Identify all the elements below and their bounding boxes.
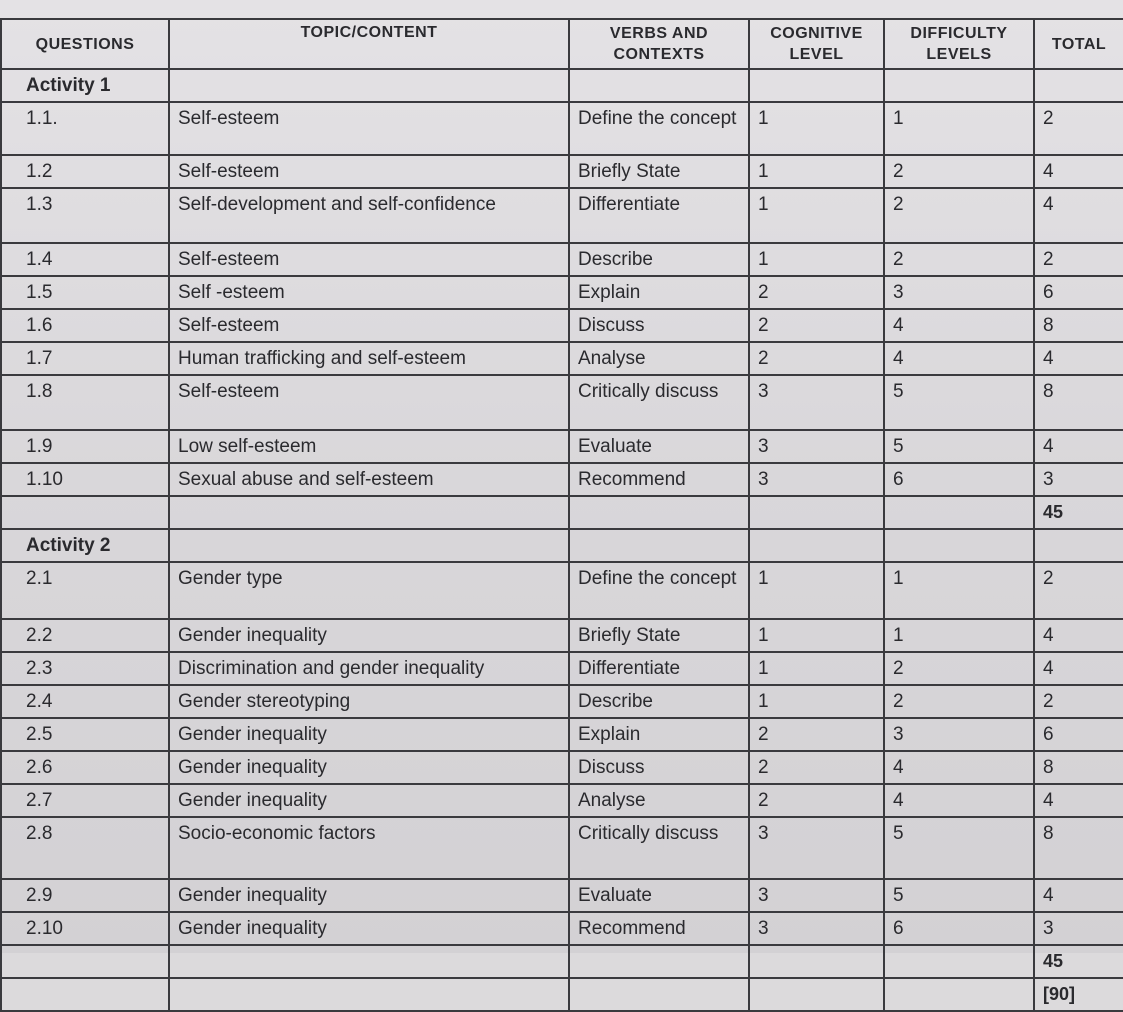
verb-cell: Critically discuss	[569, 817, 749, 879]
verb-cell: Describe	[569, 685, 749, 718]
total-cell: 4	[1034, 784, 1123, 817]
question-number: 2.8	[1, 817, 169, 879]
total-cell: 8	[1034, 817, 1123, 879]
total-cell: 3	[1034, 463, 1123, 496]
question-number: 1.6	[1, 309, 169, 342]
difficulty-level-cell: 4	[884, 751, 1034, 784]
total-cell: 2	[1034, 685, 1123, 718]
question-number: 1.5	[1, 276, 169, 309]
question-row	[1, 188, 1123, 243]
question-row	[1, 102, 1123, 155]
empty-cell	[1, 978, 169, 1011]
difficulty-level-cell: 2	[884, 652, 1034, 685]
topic-cell: Self-esteem	[169, 243, 569, 276]
question-row	[1, 751, 1123, 784]
question-row	[1, 912, 1123, 945]
difficulty-level-cell: 2	[884, 155, 1034, 188]
empty-cell	[169, 529, 569, 562]
topic-cell: Human trafficking and self-esteem	[169, 342, 569, 375]
question-row	[1, 685, 1123, 718]
cognitive-level-cell: 1	[749, 562, 884, 619]
verb-cell: Explain	[569, 276, 749, 309]
empty-cell	[169, 945, 569, 978]
question-number: 1.8	[1, 375, 169, 430]
total-cell: 4	[1034, 342, 1123, 375]
header-cognitive: COGNITIVE LEVEL	[749, 19, 884, 69]
grand-total-row	[1, 978, 1123, 1011]
difficulty-level-cell: 1	[884, 562, 1034, 619]
difficulty-level-cell: 4	[884, 784, 1034, 817]
total-cell: 2	[1034, 562, 1123, 619]
total-cell: 4	[1034, 619, 1123, 652]
topic-cell: Socio-economic factors	[169, 817, 569, 879]
empty-cell	[749, 945, 884, 978]
question-row	[1, 879, 1123, 912]
header-total: TOTAL	[1034, 19, 1123, 69]
verb-cell: Differentiate	[569, 188, 749, 243]
question-number: 1.4	[1, 243, 169, 276]
difficulty-level-cell: 4	[884, 342, 1034, 375]
cognitive-level-cell: 1	[749, 155, 884, 188]
empty-cell	[569, 529, 749, 562]
question-row	[1, 652, 1123, 685]
difficulty-level-cell: 6	[884, 912, 1034, 945]
verb-cell: Define the concept	[569, 562, 749, 619]
header-topic: TOPIC/CONTENT	[169, 19, 569, 69]
cognitive-level-cell: 2	[749, 309, 884, 342]
difficulty-level-cell: 1	[884, 619, 1034, 652]
cognitive-level-cell: 2	[749, 751, 884, 784]
question-row	[1, 562, 1123, 619]
difficulty-level-cell: 2	[884, 685, 1034, 718]
question-number: 1.7	[1, 342, 169, 375]
verb-cell: Analyse	[569, 342, 749, 375]
verb-cell: Evaluate	[569, 430, 749, 463]
question-number: 2.10	[1, 912, 169, 945]
question-number: 2.5	[1, 718, 169, 751]
subtotal-row	[1, 945, 1123, 978]
topic-cell: Low self-esteem	[169, 430, 569, 463]
question-number: 1.2	[1, 155, 169, 188]
cognitive-level-cell: 2	[749, 718, 884, 751]
question-row	[1, 784, 1123, 817]
total-cell: 4	[1034, 188, 1123, 243]
cognitive-level-cell: 1	[749, 188, 884, 243]
empty-cell	[884, 69, 1034, 102]
empty-cell	[1034, 529, 1123, 562]
verb-cell: Define the concept	[569, 102, 749, 155]
topic-cell: Self-esteem	[169, 155, 569, 188]
header-difficulty: DIFFICULTY LEVELS	[884, 19, 1034, 69]
total-cell: 4	[1034, 155, 1123, 188]
verb-cell: Differentiate	[569, 652, 749, 685]
total-cell: 8	[1034, 309, 1123, 342]
cognitive-level-cell: 2	[749, 276, 884, 309]
empty-cell	[1, 945, 169, 978]
topic-cell: Self-development and self-confidence	[169, 188, 569, 243]
empty-cell	[749, 978, 884, 1011]
topic-cell: Gender inequality	[169, 619, 569, 652]
header-verbs: VERBS AND CONTEXTS	[569, 19, 749, 69]
difficulty-level-cell: 5	[884, 375, 1034, 430]
topic-cell: Gender inequality	[169, 718, 569, 751]
question-number: 2.1	[1, 562, 169, 619]
topic-cell: Sexual abuse and self-esteem	[169, 463, 569, 496]
assessment-grid-table	[0, 18, 1123, 1012]
difficulty-level-cell: 2	[884, 243, 1034, 276]
difficulty-level-cell: 3	[884, 276, 1034, 309]
empty-cell	[569, 978, 749, 1011]
topic-cell: Self -esteem	[169, 276, 569, 309]
verb-cell: Explain	[569, 718, 749, 751]
cognitive-level-cell: 3	[749, 879, 884, 912]
total-cell: 6	[1034, 718, 1123, 751]
empty-cell	[1, 496, 169, 529]
empty-cell	[884, 978, 1034, 1011]
question-row	[1, 342, 1123, 375]
grand-total-cell: [90]	[1034, 978, 1123, 1011]
empty-cell	[169, 496, 569, 529]
difficulty-level-cell: 5	[884, 430, 1034, 463]
verb-cell: Recommend	[569, 912, 749, 945]
total-cell: 8	[1034, 375, 1123, 430]
cognitive-level-cell: 2	[749, 784, 884, 817]
topic-cell: Self-esteem	[169, 375, 569, 430]
question-row	[1, 430, 1123, 463]
activity-title: Activity 2	[1, 529, 169, 562]
question-row	[1, 463, 1123, 496]
cognitive-level-cell: 2	[749, 342, 884, 375]
empty-cell	[1034, 69, 1123, 102]
verb-cell: Discuss	[569, 751, 749, 784]
verb-cell: Critically discuss	[569, 375, 749, 430]
difficulty-level-cell: 2	[884, 188, 1034, 243]
topic-cell: Gender inequality	[169, 912, 569, 945]
total-cell: 4	[1034, 879, 1123, 912]
activity-heading-row	[1, 69, 1123, 102]
total-cell: 2	[1034, 102, 1123, 155]
question-row	[1, 619, 1123, 652]
topic-cell: Gender stereotyping	[169, 685, 569, 718]
cognitive-level-cell: 3	[749, 912, 884, 945]
activity-heading-row	[1, 529, 1123, 562]
question-number: 2.7	[1, 784, 169, 817]
empty-cell	[884, 496, 1034, 529]
empty-cell	[569, 945, 749, 978]
question-number: 2.2	[1, 619, 169, 652]
total-cell: 6	[1034, 276, 1123, 309]
cognitive-level-cell: 1	[749, 652, 884, 685]
difficulty-level-cell: 1	[884, 102, 1034, 155]
question-number: 1.1.	[1, 102, 169, 155]
empty-cell	[749, 529, 884, 562]
empty-cell	[569, 496, 749, 529]
verb-cell: Briefly State	[569, 619, 749, 652]
total-cell: 4	[1034, 652, 1123, 685]
difficulty-level-cell: 4	[884, 309, 1034, 342]
question-row	[1, 243, 1123, 276]
verb-cell: Recommend	[569, 463, 749, 496]
topic-cell: Gender type	[169, 562, 569, 619]
verb-cell: Describe	[569, 243, 749, 276]
verb-cell: Analyse	[569, 784, 749, 817]
verb-cell: Discuss	[569, 309, 749, 342]
empty-cell	[884, 529, 1034, 562]
topic-cell: Gender inequality	[169, 879, 569, 912]
total-cell: 3	[1034, 912, 1123, 945]
empty-cell	[169, 69, 569, 102]
cognitive-level-cell: 3	[749, 463, 884, 496]
empty-cell	[749, 69, 884, 102]
question-row	[1, 276, 1123, 309]
question-number: 2.9	[1, 879, 169, 912]
topic-cell: Discrimination and gender inequality	[169, 652, 569, 685]
cognitive-level-cell: 3	[749, 430, 884, 463]
header-row	[1, 19, 1123, 69]
question-row	[1, 375, 1123, 430]
question-number: 2.6	[1, 751, 169, 784]
header-questions: QUESTIONS	[1, 19, 169, 69]
difficulty-level-cell: 5	[884, 817, 1034, 879]
question-row	[1, 718, 1123, 751]
verb-cell: Evaluate	[569, 879, 749, 912]
question-number: 2.4	[1, 685, 169, 718]
difficulty-level-cell: 3	[884, 718, 1034, 751]
question-number: 1.10	[1, 463, 169, 496]
cognitive-level-cell: 1	[749, 685, 884, 718]
activity-title: Activity 1	[1, 69, 169, 102]
question-number: 1.9	[1, 430, 169, 463]
question-number: 2.3	[1, 652, 169, 685]
question-row	[1, 155, 1123, 188]
subtotal-cell: 45	[1034, 496, 1123, 529]
empty-cell	[749, 496, 884, 529]
topic-cell: Self-esteem	[169, 102, 569, 155]
cognitive-level-cell: 1	[749, 102, 884, 155]
cognitive-level-cell: 3	[749, 817, 884, 879]
difficulty-level-cell: 5	[884, 879, 1034, 912]
empty-cell	[169, 978, 569, 1011]
cognitive-level-cell: 3	[749, 375, 884, 430]
total-cell: 2	[1034, 243, 1123, 276]
question-row	[1, 309, 1123, 342]
verb-cell: Briefly State	[569, 155, 749, 188]
topic-cell: Self-esteem	[169, 309, 569, 342]
empty-cell	[884, 945, 1034, 978]
subtotal-row	[1, 496, 1123, 529]
cognitive-level-cell: 1	[749, 619, 884, 652]
question-row	[1, 817, 1123, 879]
difficulty-level-cell: 6	[884, 463, 1034, 496]
total-cell: 8	[1034, 751, 1123, 784]
cognitive-level-cell: 1	[749, 243, 884, 276]
topic-cell: Gender inequality	[169, 751, 569, 784]
subtotal-cell: 45	[1034, 945, 1123, 978]
empty-cell	[569, 69, 749, 102]
topic-cell: Gender inequality	[169, 784, 569, 817]
total-cell: 4	[1034, 430, 1123, 463]
question-number: 1.3	[1, 188, 169, 243]
